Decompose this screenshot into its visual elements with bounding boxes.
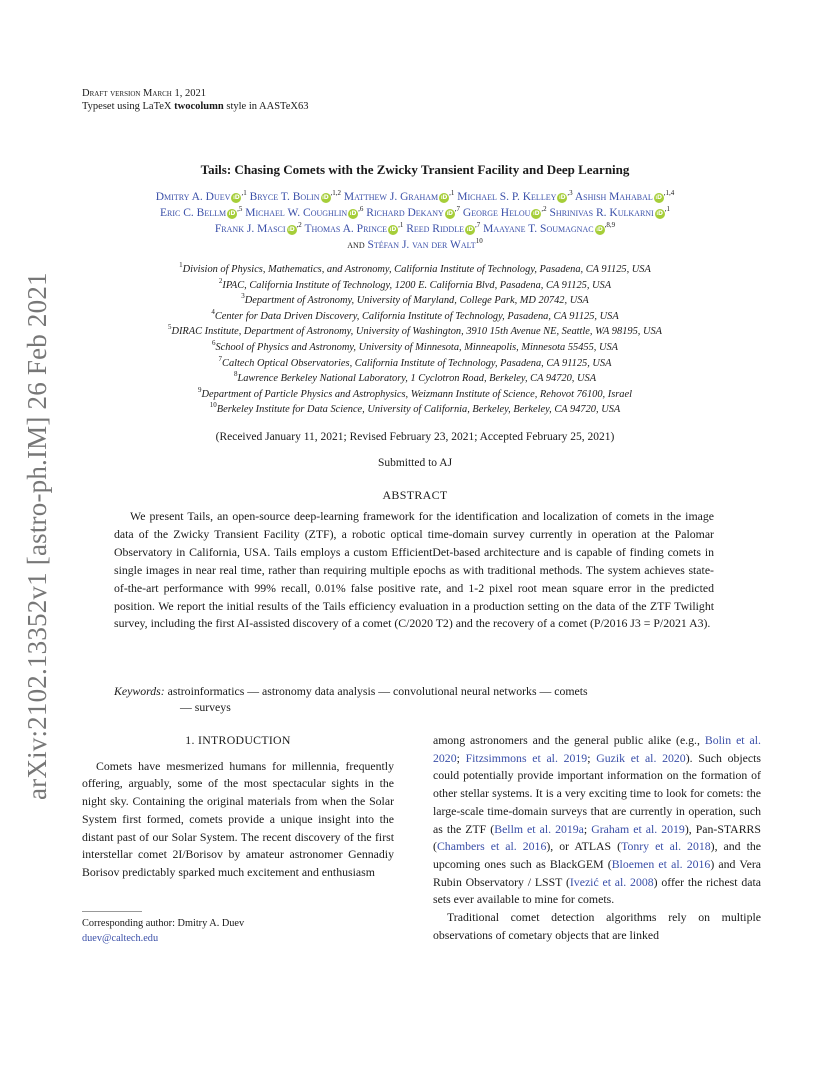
affiliation-text: Caltech Optical Observatories, California Institute of Technology, Pasadena, CA 91125, USA — [222, 357, 612, 369]
affiliation-item — [70, 293, 760, 309]
author-affiliation-index: ,7 — [474, 221, 481, 229]
citation-link[interactable]: Graham et al. 2019 — [591, 821, 685, 836]
author-affiliation-index: ,1,4 — [663, 189, 675, 197]
paragraph-text-segment: ; — [587, 750, 597, 765]
affiliation-number: 1 — [179, 261, 183, 269]
author-name[interactable]: Ashish Mahabal — [574, 191, 653, 203]
author-affiliation-index: ,1 — [241, 189, 247, 197]
paragraph-text-segment: ) offer the richest data sets ever available to mine for comets. — [433, 874, 761, 907]
right-column — [433, 732, 761, 944]
author-name[interactable]: George Helou — [462, 207, 531, 219]
affiliation-text: Division of Physics, Mathematics, and Astronomy, California Institute of Technology, Pasadena, CA 91125, USA — [182, 264, 651, 275]
affiliation-number: 6 — [211, 338, 216, 347]
affiliation-number: 9 — [198, 385, 202, 394]
draft-header — [82, 87, 308, 113]
orcid-icon[interactable]: iD — [228, 210, 236, 217]
keywords-line-1: astroinformatics — astronomy data analysis — convolutional neural networks — comets — [167, 684, 588, 698]
affiliation-item — [70, 356, 760, 372]
author-affiliation-index: 10 — [475, 237, 483, 245]
orcid-icon[interactable]: iD — [466, 226, 474, 233]
footnote-rule — [82, 911, 142, 912]
author-affiliation-index: ,6 — [358, 205, 364, 213]
paragraph-text-segment: ). Such objects could potentially provide important information on the formation of other stellar systems. It is a very exciting time to look for comets: the large-scale time-domain surveys that are currently in operation, such as the ZTF ( — [433, 750, 761, 836]
draft-version-line: Draft version March 1, 2021 — [82, 88, 206, 99]
author-affiliation-index: ,5 — [237, 205, 243, 213]
author-name[interactable]: Thomas A. Prince — [304, 223, 388, 235]
corresponding-email-link[interactable]: duev@caltech.edu — [82, 933, 159, 944]
citation-link[interactable]: Tonry et al. 2018 — [621, 839, 711, 854]
author-affiliation-index: ,2 — [296, 221, 302, 229]
keywords-label: Keywords: — [114, 684, 165, 698]
author-name[interactable]: Richard Dekany — [366, 207, 444, 219]
affiliation-number: 5 — [167, 323, 172, 332]
affiliation-text: DIRAC Institute, Department of Astronomy, University of Washington, 3910 15th Avenue NE, Seattle, WA 98195, USA — [171, 326, 663, 338]
orcid-icon[interactable]: iD — [389, 226, 397, 233]
author-name[interactable]: Michael W. Coughlin — [245, 207, 348, 219]
section-heading-introduction: 1. INTRODUCTION — [185, 733, 291, 747]
publication-dates: (Received January 11, 2021; Revised February 23, 2021; Accepted February 25, 2021) — [215, 431, 615, 443]
author-affiliation-index: ,1 — [449, 189, 455, 197]
paragraph-text-segment: ; — [583, 821, 592, 836]
orcid-icon[interactable]: iD — [349, 210, 357, 217]
author-affiliation-index: ,1,2 — [330, 189, 341, 197]
author-affiliation-index: ,3 — [567, 189, 573, 197]
affiliation-number: 7 — [218, 354, 223, 363]
citation-link[interactable]: Fitzsimmons et al. 2019 — [465, 750, 588, 765]
orcid-icon[interactable]: iD — [533, 210, 540, 217]
orcid-icon[interactable]: iD — [233, 194, 240, 201]
paragraph-text-segment: ), Pan-STARRS ( — [433, 821, 761, 854]
citation-link[interactable]: Chambers et al. 2016 — [436, 839, 547, 854]
affiliation-number: 2 — [218, 276, 223, 285]
affiliation-number: 10 — [209, 401, 217, 410]
affiliation-item — [70, 371, 760, 387]
author-name[interactable]: Dmitry A. Duev — [155, 191, 231, 203]
keywords — [114, 683, 714, 715]
affiliation-item — [70, 262, 760, 278]
typeset-line: Typeset using LaTeX twocolumn style in AASTeX63 — [82, 101, 309, 112]
author-name[interactable]: Eric C. Bellm — [160, 207, 227, 219]
author-name[interactable]: Bryce T. Bolin — [249, 191, 320, 203]
paragraph-text-segment: ) and Vera Rubin Observatory / LSST ( — [433, 856, 761, 889]
citation-link[interactable]: Guzik et al. 2020 — [596, 750, 686, 765]
paper-title: Tails: Chasing Comets with the Zwicky Transient Facility and Deep Learning — [200, 162, 630, 177]
paragraph-text-segment: ), or ATLAS ( — [546, 839, 622, 854]
paragraph-text-segment: ; — [456, 750, 466, 765]
author-name[interactable]: Michael S. P. Kelley — [457, 191, 557, 203]
author-affiliation-index: ,1 — [664, 205, 670, 213]
affiliation-text: Lawrence Berkeley National Laboratory, 1 Cyclotron Road, Berkeley, CA 94720, USA — [237, 373, 597, 385]
orcid-icon[interactable]: iD — [440, 194, 448, 201]
orcid-icon[interactable]: iD — [559, 194, 566, 201]
latex-logo: LaTeX — [142, 101, 172, 112]
affiliation-item — [70, 340, 760, 356]
orcid-icon[interactable]: iD — [655, 194, 662, 201]
author-name[interactable]: Reed Riddle — [406, 223, 464, 235]
arxiv-identifier-stamp: arXiv:2102.13352v1 [astro-ph.IM] 26 Feb 2021 — [22, 272, 52, 800]
author-list — [70, 189, 760, 253]
citation-link[interactable]: Bellm et al. 2019a — [494, 821, 584, 836]
affiliation-text: School of Physics and Astronomy, University of Minnesota, Minneapolis, Minnesota 55455, USA — [215, 341, 619, 353]
paragraph-text-segment: ), and the upcoming ones such as BlackGEM ( — [433, 839, 761, 871]
abstract-heading: ABSTRACT — [382, 488, 448, 502]
affiliation-text: Department of Astronomy, University of Maryland, College Park, MD 20742, USA — [244, 295, 589, 307]
affiliation-text: Department of Particle Physics and Astrophysics, Weizmann Institute of Science, Rehovot 76100, Israel — [201, 388, 632, 400]
affiliation-item — [70, 402, 760, 418]
citation-link[interactable]: Bolin et al. 2020 — [433, 733, 761, 765]
orcid-icon[interactable]: iD — [596, 226, 603, 233]
affiliation-item — [70, 387, 760, 403]
affiliation-text: Center for Data Driven Discovery, California Institute of Technology, Pasadena, CA 91125, USA — [214, 310, 619, 322]
author-affiliation-index: ,1 — [398, 221, 404, 229]
orcid-icon[interactable]: iD — [656, 210, 663, 217]
affiliation-text: Berkeley Institute for Data Science, University of California, Berkeley, Berkeley, CA 94720, USA — [216, 404, 621, 416]
affiliation-item — [70, 309, 760, 325]
author-name[interactable]: Shrinivas R. Kulkarni — [549, 207, 654, 219]
author-name[interactable]: Stéfan J. van der Walt — [367, 239, 476, 251]
affiliation-number: 8 — [233, 370, 238, 379]
citation-link[interactable]: Bloemen et al. 2016 — [611, 856, 711, 871]
orcid-icon[interactable]: iD — [288, 226, 295, 233]
abstract-text: We present Tails, an open-source deep-learning framework for the identification and localization of comets in the image data of the Zwicky Transient Facility (ZTF), a robotic optical time-domain survey currently in operation at the Palomar Observatory in California, USA. Tails employs a custom EfficientDet-based architecture and is capable of finding comets in single images in near real time, rather than requiring multiple epochs as with traditional methods. The system achieves state-of-the-art performance with 99% recall, 0.01% false positive rate, and 1-2 pixel root mean square error in the predicted position. We report the initial results of the Tails efficiency evaluation in a production setting on the data of the ZTF Twilight survey, including the first AI-assisted discovery of a comet (C/2020 T2) and the recovery of a comet (P/2016 J3 = P/2021 A3). — [114, 509, 714, 631]
orcid-icon[interactable]: iD — [322, 194, 329, 201]
submitted-journal: Submitted to AJ — [377, 457, 453, 469]
intro-paragraph-right-2: Traditional comet detection algorithms rely on multiple observations of cometary objects that are linked — [433, 910, 761, 942]
intro-paragraph-left: Comets have mesmerized humans for millennia, frequently offering, arguably, some of the most spectacular sights in the night sky. Containing the original materials from when the Solar System first formed, comets provide a unique insight into the distant past of our Solar System. The recent discovery of the first interstellar comet 2I/Borisov by amateur astronomer Gennadiy Borisov predictably sparked much excitement and enthusiasm — [82, 758, 394, 879]
author-affiliation-index: ,7 — [454, 205, 461, 213]
affiliation-text: IPAC, California Institute of Technology, 1200 E. California Blvd, Pasadena, CA 91125, USA — [222, 279, 612, 291]
affiliation-item — [70, 324, 760, 340]
corresponding-author-note — [82, 916, 244, 946]
author-affiliation-index: ,2 — [541, 205, 547, 213]
intro-paragraph-right-1 — [433, 732, 761, 909]
affiliation-item — [70, 278, 760, 294]
author-name[interactable]: Matthew J. Graham — [343, 191, 439, 203]
left-column — [82, 732, 394, 882]
affiliation-list — [70, 262, 760, 418]
author-name[interactable]: Frank J. Masci — [214, 223, 286, 235]
affiliation-number: 3 — [241, 292, 245, 301]
citation-link[interactable]: Ivezić et al. 2008 — [569, 874, 654, 889]
affiliation-number: 4 — [211, 307, 215, 316]
corresponding-author-label: Corresponding author: Dmitry A. Duev — [82, 918, 245, 929]
and-word: and — [347, 239, 368, 251]
paragraph-text-segment: among astronomers and the general public alike (e.g., — [433, 733, 705, 747]
keywords-line-2: — surveys — [180, 700, 231, 714]
author-name[interactable]: Maayane T. Soumagnac — [483, 223, 594, 235]
author-affiliation-index: ,8,9 — [604, 221, 616, 229]
orcid-icon[interactable]: iD — [446, 210, 454, 217]
